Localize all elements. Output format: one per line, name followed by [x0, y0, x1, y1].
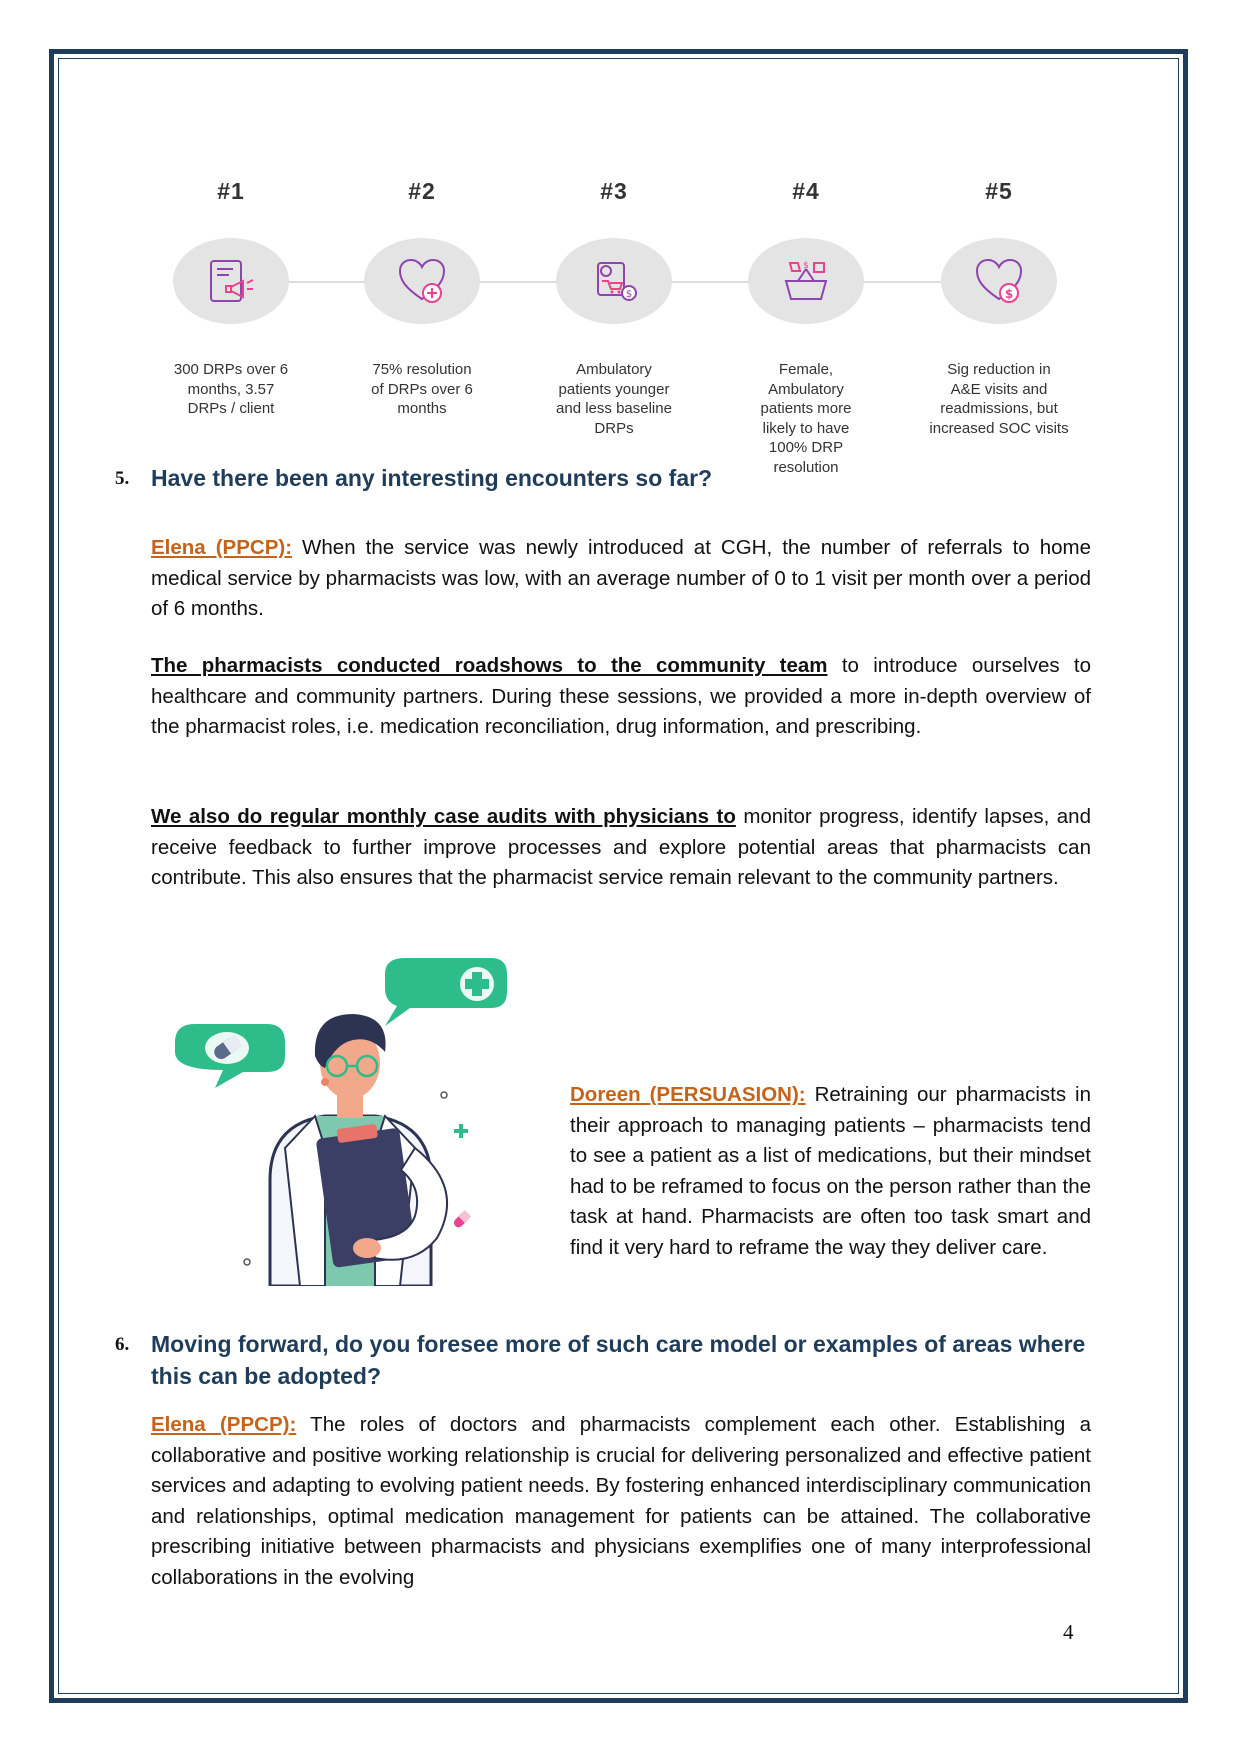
step-number: #4 — [792, 178, 820, 204]
question-6-heading — [115, 1328, 1091, 1392]
step-line: patients more — [760, 400, 852, 417]
step-icon-circle — [173, 238, 289, 324]
step-number: #1 — [217, 178, 245, 204]
step-icon-circle — [748, 238, 864, 324]
question-number: 5. — [115, 468, 130, 489]
step-line: of DRPs over 6 — [371, 380, 473, 398]
paragraph-text: to introduce ourselves to healthcare and community partners. During these sessions, we provided a more in-depth overview of the pharmacist roles, i.e. medication reconciliation, drug information, and prescribing. — [151, 654, 1091, 738]
speaker-label: Elena (PPCP): — [151, 1413, 297, 1436]
heart-dollar-icon — [971, 253, 1027, 309]
step-number: #2 — [408, 178, 436, 204]
question-number: 6. — [115, 1334, 130, 1355]
shopping-cart-dollar-icon — [586, 253, 642, 309]
paragraph-text: When the service was newly introduced at CGH, the number of referrals to home medical service by pharmacists was low, with an average number of 0 to 1 visit per month over a period of 6 months. — [151, 536, 1091, 620]
step-description — [332, 360, 512, 419]
step-description — [716, 360, 896, 477]
step-line: 300 DRPs over 6 — [173, 361, 289, 378]
step-icon-circle — [364, 238, 480, 324]
step-line: Ambulatory — [576, 361, 652, 378]
step-line: 75% resolution — [372, 361, 472, 378]
pharmacist-with-clipboard-illustration — [175, 948, 551, 1286]
step-5 — [909, 178, 1089, 438]
step-icon-circle — [556, 238, 672, 324]
step-description — [141, 360, 321, 419]
question-title: Moving forward, do you foresee more of such care model or examples of areas where this can be adopted? — [151, 1331, 1086, 1389]
heart-plus-icon — [394, 253, 450, 309]
q5-paragraph-1 — [151, 533, 1091, 625]
paragraph-text: The roles of doctors and pharmacists complement each other. Establishing a collaborative and positive working relationship is crucial for delivering personalized and effective patient services and adapting to evolving patient needs. By fostering enhanced interdisciplinary communication and relationships, optimal medication management for patients can be attained. The collaborative prescribing initiative between pharmacists and physicians exemplifies one of many interprofessional collaborations in the evolving — [151, 1413, 1091, 1589]
step-2 — [332, 178, 512, 419]
speaker-label: Elena (PPCP): — [151, 536, 293, 559]
step-line: and less baseline — [556, 400, 672, 417]
step-3 — [524, 178, 704, 438]
step-line: A&E visits and — [950, 380, 1048, 398]
question-title: Have there been any interesting encounters so far? — [151, 465, 713, 491]
q5-paragraph-3 — [151, 802, 1091, 894]
svg-text:$: $ — [625, 289, 633, 300]
step-line: Female, — [778, 361, 834, 378]
q6-paragraph-1 — [151, 1410, 1091, 1593]
shopping-basket-icon — [778, 253, 834, 309]
paragraph-lead: The pharmacists conducted roadshows to the community team — [151, 654, 828, 677]
step-number: #5 — [985, 178, 1013, 204]
q5-paragraph-2 — [151, 651, 1091, 743]
step-line: increased SOC visits — [929, 419, 1069, 437]
step-line: resolution — [773, 458, 839, 476]
page-number: 4 — [1063, 1620, 1074, 1644]
step-line: patients younger — [558, 380, 670, 398]
paragraph-text: Retraining our pharmacists in their approach to managing patients – pharmacists tend to see a patient as a list of medications, but their mindset had to be reframed to focus on the person rather than the task at hand. Pharmacists are often too task smart and find it very hard to reframe the way they deliver care. — [570, 1083, 1091, 1259]
paragraph-text: monitor progress, identify lapses, and receive feedback to further improve processes and explore potential areas that pharmacists can contribute. This also ensures that the pharmacist service remain relevant to the community partners. — [151, 805, 1091, 889]
q5-paragraph-4 — [570, 1080, 1091, 1263]
step-number: #3 — [600, 178, 628, 204]
step-4 — [716, 178, 896, 477]
step-line: readmissions, but — [940, 400, 1058, 417]
step-line: months — [397, 400, 447, 417]
megaphone-tablet-icon — [203, 253, 259, 309]
svg-text:$: $ — [803, 261, 809, 271]
svg-text:$: $ — [1004, 287, 1014, 301]
question-5-heading — [115, 462, 1091, 494]
step-line: Ambulatory — [768, 380, 844, 398]
step-line: months, 3.57 — [187, 380, 275, 398]
step-description — [524, 360, 704, 438]
step-icon-circle — [941, 238, 1057, 324]
speaker-label: Doreen (PERSUASION): — [570, 1083, 806, 1106]
step-line: likely to have — [762, 419, 850, 437]
paragraph-lead: We also do regular monthly case audits with physicians to — [151, 805, 736, 828]
step-line: DRPs / client — [187, 400, 275, 417]
step-line: Sig reduction in — [947, 361, 1051, 378]
step-1 — [141, 178, 321, 419]
step-line: 100% DRP — [768, 439, 844, 456]
step-line: DRPs — [594, 419, 634, 437]
step-description — [909, 360, 1089, 438]
